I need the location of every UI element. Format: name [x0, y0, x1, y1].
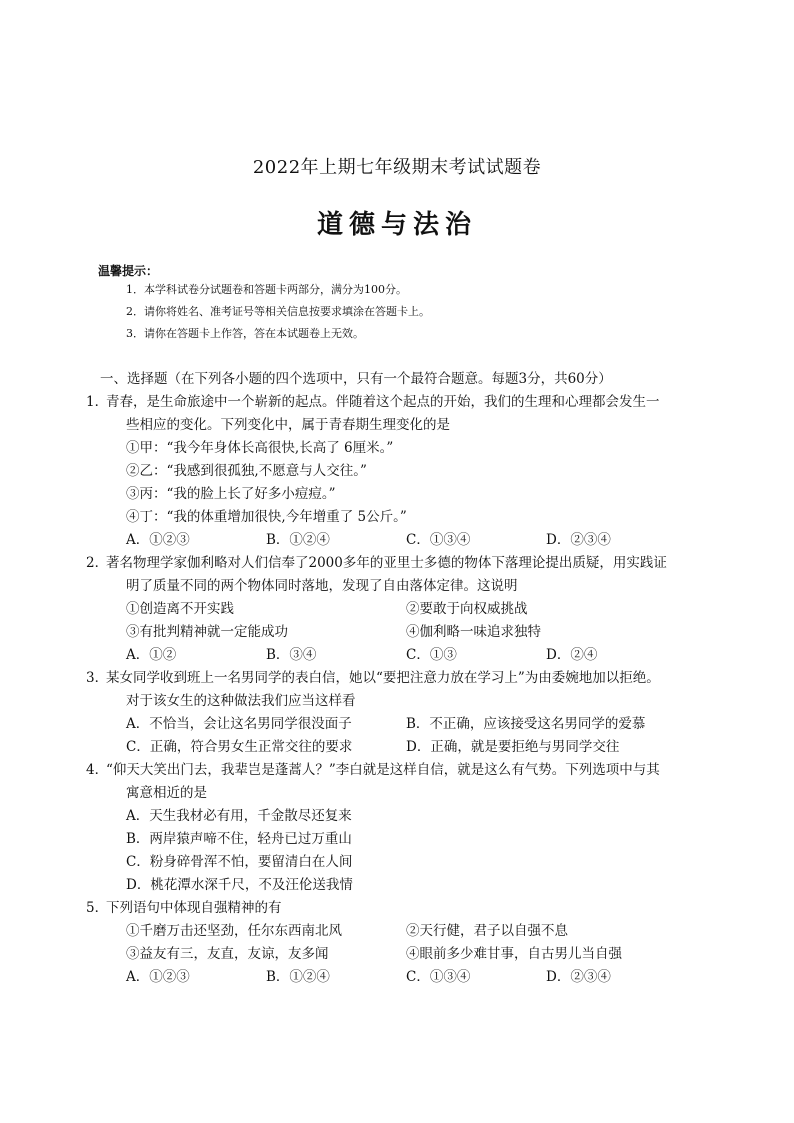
option-a: A．①②: [126, 647, 177, 663]
question-number: 3．: [86, 670, 109, 686]
question-2: [86, 552, 704, 667]
statement: ③丙：“我的脸上长了好多小痘痘。”: [126, 486, 336, 502]
option-c: C．粉身碎骨浑不怕，要留清白在人间: [126, 854, 353, 870]
tip-item: 1．本学科试卷分试题卷和答题卡两部分，满分为100分。: [126, 283, 407, 296]
exam-title: 2022年上期七年级期末考试试题卷: [252, 157, 542, 178]
option-d: D．②③④: [546, 532, 611, 548]
option-b: B．不正确，应该接受这名男同学的爱慕: [406, 716, 646, 732]
options-row: [104, 644, 704, 667]
tips-heading: 温馨提示：: [98, 264, 159, 278]
statement: ③有批判精神就一定能成功: [126, 624, 288, 640]
question-number: 5．: [86, 900, 109, 916]
option-d: D．桃花潭水深千尺，不及汪伦送我情: [126, 877, 353, 893]
statement: ③益友有三，友直，友谅，友多闻: [126, 946, 329, 962]
tips-list: [98, 279, 430, 345]
question-stem: 寓意相近的是: [126, 785, 207, 801]
question-1: [86, 391, 704, 552]
statement: ④伽利略一味追求独特: [406, 624, 541, 640]
option-d: D．正确，就是要拒绝与男同学交往: [406, 739, 620, 755]
statement: ②乙：“我感到很孤独,不愿意与人交往。”: [126, 463, 367, 479]
tip-item: 3．请你在答题卡上作答，答在本试题卷上无效。: [126, 327, 364, 340]
question-3: [86, 667, 704, 759]
option-d: D．②④: [546, 647, 598, 663]
question-stem: 著名物理学家伽利略对人们信奉了2000多年的亚里士多德的物体下落理论提出质疑，用实践证: [106, 555, 667, 571]
option-a: A．①②③: [126, 969, 190, 985]
question-number: 2．: [86, 555, 109, 571]
statement-row: [104, 943, 704, 966]
statement: ④丁：“我的体重增加很快,今年增重了 5公斤。”: [126, 509, 407, 525]
statement: ②要敢于向权威挑战: [406, 601, 528, 617]
question-stem: 青春，是生命旅途中一个崭新的起点。伴随着这个起点的开始，我们的生理和心理都会发生一: [106, 394, 660, 410]
question-5: [86, 897, 704, 989]
options-row: [104, 529, 704, 552]
section-heading: 一、选择题（在下列各小题的四个选项中，只有一个最符合题意。每题3分，共60分）: [100, 371, 612, 387]
statement: ②天行健，君子以自强不息: [406, 923, 568, 939]
question-stem: “仰天大笑出门去，我辈岂是蓬蒿人？”李白就是这样自信，就是这么有气势。下列选项中与其: [106, 762, 660, 778]
question-4: [86, 759, 704, 897]
option-a: A．①②③: [126, 532, 190, 548]
option-c: C．①③: [406, 647, 457, 663]
option-c: C．①③④: [406, 969, 471, 985]
option-c: C．正确，符合男女生正常交往的要求: [126, 739, 353, 755]
option-b: B．①②④: [266, 532, 330, 548]
tips-block: [98, 262, 430, 345]
options-row: [104, 736, 704, 759]
options-row: [104, 966, 704, 989]
statement-row: [104, 621, 704, 644]
option-a: A．不恰当，会让这名男同学很没面子: [126, 716, 352, 732]
question-area: [86, 368, 704, 989]
option-c: C．①③④: [406, 532, 471, 548]
question-stem: 些相应的变化。下列变化中，属于青春期生理变化的是: [126, 417, 450, 433]
tip-item: 2．请你将姓名、准考证号等相关信息按要求填涂在答题卡上。: [126, 305, 430, 318]
statement: ④眼前多少难甘事，自古男儿当自强: [406, 946, 622, 962]
statement: ①千磨万击还坚劲，任尔东西南北风: [126, 923, 342, 939]
question-stem: 某女同学收到班上一名男同学的表白信，她以“要把注意力放在学习上”为由委婉地加以拒绝。: [106, 670, 660, 686]
subject-title: 道德与法治: [316, 210, 477, 240]
statement-row: [104, 598, 704, 621]
option-d: D．②③④: [546, 969, 611, 985]
question-stem: 明了质量不同的两个物体同时落地，发现了自由落体定律。这说明: [126, 578, 518, 594]
statement: ①创造离不开实践: [126, 601, 234, 617]
options-row: [104, 713, 704, 736]
option-b: B．两岸猿声啼不住，轻舟已过万重山: [126, 831, 352, 847]
statement: ①甲：“我今年身体长高很快,长高了 6厘米。”: [126, 440, 394, 456]
option-b: B．③④: [266, 647, 317, 663]
question-number: 4．: [86, 762, 109, 778]
question-number: 1．: [86, 394, 109, 410]
question-stem: 对于该女生的这种做法我们应当这样看: [126, 693, 356, 709]
option-b: B．①②④: [266, 969, 330, 985]
statement-row: [104, 920, 704, 943]
option-a: A．天生我材必有用，千金散尽还复来: [126, 808, 352, 824]
question-stem: 下列语句中体现自强精神的有: [106, 900, 282, 916]
